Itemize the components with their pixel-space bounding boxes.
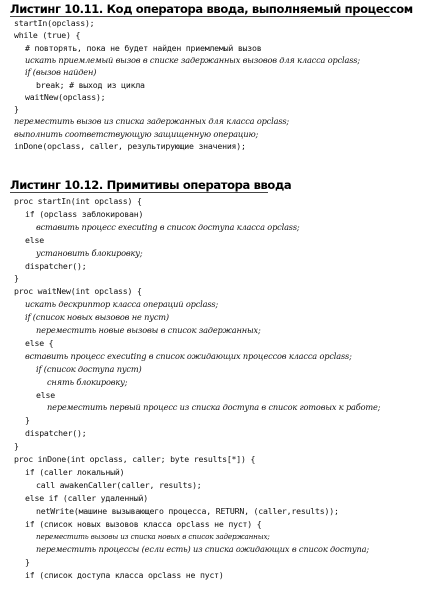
code-line: netWrite(машине вызывающего процесса, RETURN, (caller,results));	[36, 505, 339, 516]
code-line: }	[14, 273, 19, 284]
code-line: else {	[25, 337, 54, 348]
code-line: if (список доступа пуст)	[36, 363, 142, 374]
listing-1-title-rule	[10, 16, 390, 17]
code-line: else if (caller удаленный)	[25, 492, 148, 503]
listing-2-title-rule	[10, 192, 268, 193]
code-line: call awakenCaller(caller, results);	[36, 479, 202, 490]
listing-1-title: Листинг 10.11. Код оператора ввода, выполняемый процессом	[10, 2, 413, 16]
code-line: переместить вызов из списка задержанных для класса opclass;	[14, 116, 290, 127]
code-line: break; # выход из цикла	[36, 79, 145, 90]
code-line: искать приемлемый вызов в списке задержанных вызовов для класса opclass;	[25, 54, 360, 65]
listing-2-title: Листинг 10.12. Примитивы оператора ввода	[10, 178, 292, 192]
code-line: proc startIn(int opclass) {	[14, 196, 142, 206]
code-line: переместить вызовы из списка новых в список задержанных;	[36, 532, 270, 542]
code-line: вставить процесс executing в список доступа класса opclass;	[36, 221, 300, 232]
code-line: переместить первый процесс из списка доступа в список готовых к работе;	[47, 402, 381, 413]
code-line: if (список доступа класса opclass не пуст)	[25, 570, 224, 581]
code-line: вставить процесс executing в список ожидающих процессов класса opclass;	[25, 350, 352, 361]
code-line: искать дескриптор класса операций opclass;	[25, 299, 219, 310]
code-line: inDone(opclass, caller, результирующие значения);	[14, 141, 246, 151]
code-line: dispatcher();	[25, 428, 87, 439]
code-line: proc waitNew(int opclass) {	[14, 286, 142, 297]
code-line: if (caller локальный)	[25, 466, 125, 477]
code-line: }	[14, 104, 19, 115]
code-line: while (true) {	[14, 30, 81, 41]
code-line: выполнить соответствующую защищенную операцию;	[14, 128, 259, 139]
code-line: if (список новых вызовов не пуст)	[25, 312, 169, 323]
code-line: dispatcher();	[25, 260, 87, 271]
code-line: установить блокировку;	[36, 247, 143, 258]
code-line: снять блокировку;	[47, 376, 128, 387]
code-line: startIn(opclass);	[14, 18, 95, 28]
code-line: }	[25, 415, 30, 426]
code-line: }	[14, 441, 19, 452]
code-line: переместить новые вызовы в список задержанных;	[36, 325, 261, 335]
code-line: proc inDone(int opclass, caller; byte results[*]) {	[14, 454, 256, 464]
code-line: переместить процессы (если есть) из списка ожидающих в список доступа;	[36, 544, 369, 555]
code-line: else	[25, 234, 44, 245]
code-line: # повторять, пока не будет найден приемлемый вызов	[25, 42, 262, 53]
code-line: if (список новых вызовов класса opclass не пуст) {	[25, 518, 262, 529]
code-line: waitNew(opclass);	[25, 91, 106, 102]
code-line: else	[36, 389, 55, 400]
code-line: if (вызов найден)	[25, 67, 97, 78]
code-line: if (opclass заблокирован)	[25, 208, 144, 219]
code-line: }	[25, 557, 30, 568]
